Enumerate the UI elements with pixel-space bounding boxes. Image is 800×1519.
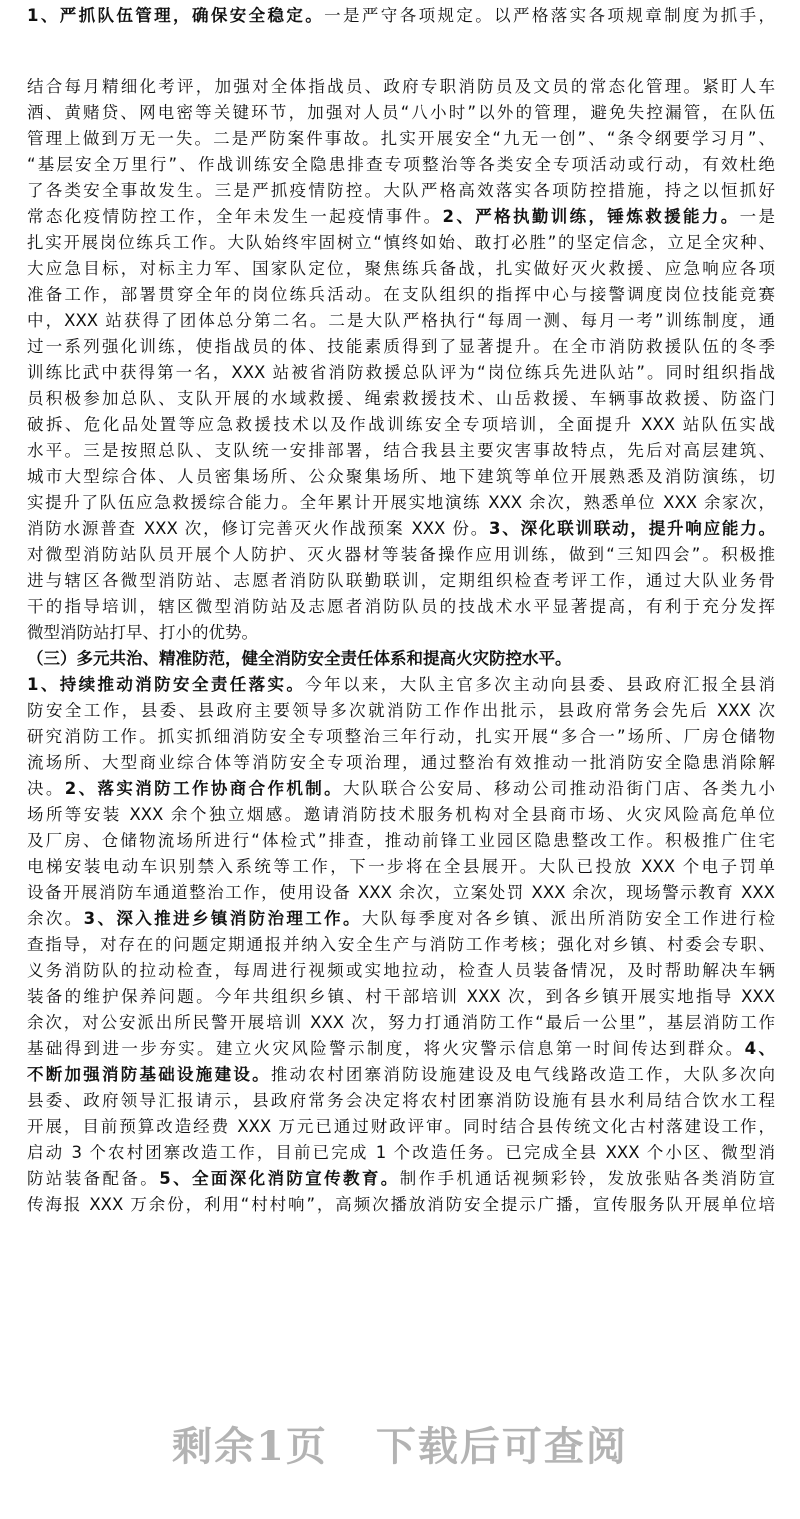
text-run: 开展，目前预算改造经费 XXX 万元已通过财政评审。同时结合县传统文化古村落建设工作， xyxy=(27,1117,775,1136)
text-line xyxy=(27,750,775,776)
text-line xyxy=(27,542,775,568)
text-run: 消防水源普查 XXX 次，修订完善灭火作战预案 XXX 份。 xyxy=(27,519,490,538)
text-run: 城市大型综合体、人员密集场所、公众聚集场所、地下建筑等单位开展熟悉及消防演练，切 xyxy=(27,467,775,486)
text-line xyxy=(27,1166,775,1192)
text-run: 水平。三是按照总队、支队统一安排部署，结合我县主要灾害事故特点，先后对高层建筑、 xyxy=(27,441,775,460)
text-line xyxy=(27,620,775,646)
text-line xyxy=(27,958,775,984)
text-line xyxy=(27,984,775,1010)
text-line xyxy=(27,464,775,490)
text-run: “基层安全万里行”、作战训练安全隐患排查专项整治等各类安全专项活动或行动，有效杜绝 xyxy=(27,155,775,174)
text-run: 对微型消防站队员开展个人防护、灭火器材等装备操作应用训练，做到“三知四会”。积极推 xyxy=(27,545,775,564)
text-run: 防站装备配备。 xyxy=(27,1169,160,1188)
text-line xyxy=(27,516,775,542)
text-run: 推动农村团寨消防设施建设及电气线路改造工作，大队多次向 xyxy=(270,1065,775,1084)
text-run: 训练比武中获得第一名，XXX 站被省消防救援总队评为“岗位练兵先进队站”。同时组织指战 xyxy=(27,363,775,382)
text-run: 一是 xyxy=(739,207,775,226)
text-run: 了各类安全事故发生。三是严抓疫情防控。大队严格高效落实各项防控措施，持之以恒抓好 xyxy=(27,181,775,200)
text-line xyxy=(27,282,775,308)
text-run: 义务消防队的拉动检查，每周进行视频或实地拉动，检查人员装备情况，及时帮助解决车辆 xyxy=(27,961,775,980)
text-line xyxy=(27,802,775,828)
text-line xyxy=(27,906,775,932)
text-run: 余次。 xyxy=(27,909,84,928)
text-line xyxy=(27,152,775,178)
text-line xyxy=(27,646,775,672)
text-run: 电梯安装电动车识别禁入系统等工作，下一步将在全县展开。大队已投放 XXX 个电子罚单 xyxy=(27,857,775,876)
text-run: 大队每季度对各乡镇、派出所消防安全工作进行检 xyxy=(361,909,775,928)
text-line xyxy=(27,1010,775,1036)
text-run: 设备开展消防车通道整治工作，使用设备 XXX 余次，立案处罚 XXX 余次，现场警示教育 XXX xyxy=(27,883,775,902)
text-line xyxy=(27,412,775,438)
text-run: 及厂房、仓储物流场所进行“体检式”排查，推动前锋工业园区隐患整改工作。积极推广住宅 xyxy=(27,831,775,850)
remaining-pages-text: 剩余1页 xyxy=(172,1423,328,1470)
text-line xyxy=(27,204,775,230)
text-line xyxy=(27,1192,775,1218)
text-run: 微型消防站打早、打小的优势。 xyxy=(27,623,258,642)
text-run: 余次，对公安派出所民警开展培训 XXX 次，努力打通消防工作“最后一公里”，基层消防工作 xyxy=(27,1013,775,1032)
document-body xyxy=(27,0,775,1218)
bold-heading-run: 2、落实消防工作协商合作机制。 xyxy=(64,779,344,798)
text-run: 传海报 XXX 万余份，利用“村村响”，高频次播放消防安全提示广播，宣传服务队开展单位培 xyxy=(27,1195,775,1214)
text-run: 装备的维护保养问题。今年共组织乡镇、村干部培训 XXX 次，到各乡镇开展实地指导 XXX xyxy=(27,987,775,1006)
bold-heading-run: 3、深化联训联动，提升响应能力。 xyxy=(489,519,775,538)
bold-heading-run: 1、严抓队伍管理，确保安全稳定。 xyxy=(27,6,325,25)
bold-heading-run: 5、全面深化消防宣传教育。 xyxy=(159,1169,400,1188)
text-run: 结合每月精细化考评，加强对全体指战员、政府专职消防员及文员的常态化管理。紧盯人车 xyxy=(27,77,775,96)
text-run: 查指导，对存在的问题定期通报并纳入安全生产与消防工作考核；强化对乡镇、村委会专职、 xyxy=(27,935,775,954)
text-run: 干的指导培训，辖区微型消防站及志愿者消防队员的技战术水平显著提高，有利于充分发挥 xyxy=(27,597,775,616)
text-run: 中，XXX 站获得了团体总分第二名。二是大队严格执行“每周一测、每月一考”训练制度，通 xyxy=(27,311,775,330)
text-line xyxy=(27,828,775,854)
bold-heading-run: 3、深入推进乡镇消防治理工作。 xyxy=(83,909,362,928)
text-run: 酒、黄赌贷、网电密等关键环节，加强对人员“八小时”以外的管理，避免失控漏管，在队伍 xyxy=(27,103,775,122)
text-run: 决。 xyxy=(27,779,65,798)
text-run: 大应急目标，对标主力军、国家队定位，聚焦练兵备战，扎实做好灭火救援、应急响应各项 xyxy=(27,259,775,278)
text-run: 场所等安装 XXX 余个独立烟感。邀请消防技术服务机构对全县商市场、火灾风险高危单位 xyxy=(27,805,775,824)
text-run: 过一系列强化训练，使指战员的体、技能素质得到了显著提升。在全市消防救援队伍的冬季 xyxy=(27,337,775,356)
text-run: 破拆、危化品处置等应急救援技术以及作战训练安全专项培训，全面提升 XXX 站队伍实战 xyxy=(27,415,775,434)
text-line xyxy=(27,880,775,906)
text-line xyxy=(27,74,775,100)
text-line xyxy=(27,490,775,516)
text-run: 员积极参加总队、支队开展的水域救援、绳索救援技术、山岳救援、车辆事故救援、防盗门 xyxy=(27,389,775,408)
text-line xyxy=(27,698,775,724)
text-run: 管理上做到万无一失。二是严防案件事故。扎实开展安全“九无一创”、“条令纲要学习月”、 xyxy=(27,129,775,148)
remaining-pages-banner xyxy=(0,1415,800,1472)
text-line xyxy=(27,724,775,750)
text-run: 准备工作，部署贯穿全年的岗位练兵活动。在支队组织的指挥中心与接警调度岗位技能竞赛 xyxy=(27,285,775,304)
text-line xyxy=(27,594,775,620)
text-line xyxy=(27,672,775,698)
text-line xyxy=(27,308,775,334)
bold-heading-run: 4、 xyxy=(744,1039,775,1058)
text-line xyxy=(27,3,775,29)
text-line xyxy=(27,126,775,152)
bold-heading-run: 2、严格执勤训练，锤炼救援能力。 xyxy=(442,207,740,226)
text-run: 研究消防工作。抓实抓细消防安全专项整治三年行动，扎实开展“多合一”场所、厂房仓储物 xyxy=(27,727,775,746)
bold-heading-run: 不断加强消防基础设施建设。 xyxy=(27,1065,271,1084)
text-line xyxy=(27,386,775,412)
text-line xyxy=(27,256,775,282)
text-line xyxy=(27,230,775,256)
text-line xyxy=(27,854,775,880)
bold-heading-run: （三）多元共治、精准防范，健全消防安全责任体系和提高火灾防控水平。 xyxy=(27,649,572,668)
text-run: 大队联合公安局、移动公司推动沿街门店、各类九小 xyxy=(343,779,775,798)
text-line xyxy=(27,1114,775,1140)
text-run: 防安全工作，县委、县政府主要领导多次就消防工作作出批示，县政府常务会先后 XXX 次 xyxy=(27,701,775,720)
text-line xyxy=(27,568,775,594)
text-line xyxy=(27,100,775,126)
text-line xyxy=(27,932,775,958)
text-line xyxy=(27,1140,775,1166)
text-line xyxy=(27,1036,775,1062)
text-line xyxy=(27,438,775,464)
text-line xyxy=(27,776,775,802)
text-run: 制作手机通话视频彩铃，发放张贴各类消防宣 xyxy=(399,1169,775,1188)
text-run: 常态化疫情防控工作，全年未发生一起疫情事件。 xyxy=(27,207,443,226)
text-line xyxy=(27,334,775,360)
text-line xyxy=(27,1062,775,1088)
text-run: 实提升了队伍应急救援综合能力。全年累计开展实地演练 XXX 余次，熟悉单位 XXX 余家次， xyxy=(27,493,775,512)
text-run: 一是严守各项规定。以严格落实各项规章制度为抓手， xyxy=(324,6,775,25)
download-hint-text: 下载后可查阅 xyxy=(375,1423,628,1470)
text-line xyxy=(27,1088,775,1114)
text-run: 启动 3 个农村团寨改造工作，目前已完成 1 个改造任务。已完成全县 XXX 个小区、微型消 xyxy=(27,1143,775,1162)
text-run: 流场所、大型商业综合体等消防安全专项治理，通过整治有效推动一批消防安全隐患消除解 xyxy=(27,753,775,772)
text-run: 进与辖区各微型消防站、志愿者消防队联勤联训，定期组织检查考评工作，通过大队业务骨 xyxy=(27,571,775,590)
text-run: 今年以来，大队主官多次主动向县委、县政府汇报全县消 xyxy=(305,675,775,694)
text-run: 基础得到进一步夯实。建立火灾风险警示制度，将火灾警示信息第一时间传达到群众。 xyxy=(27,1039,745,1058)
text-run: 县委、政府领导汇报请示，县政府常务会决定将农村团寨消防设施有县水利局结合饮水工程 xyxy=(27,1091,775,1110)
bold-heading-run: 1、持续推动消防安全责任落实。 xyxy=(27,675,306,694)
text-line xyxy=(27,178,775,204)
text-run: 扎实开展岗位练兵工作。大队始终牢固树立“慎终如始、敢打必胜”的坚定信念，立足全灾种、 xyxy=(27,233,775,252)
text-line xyxy=(27,360,775,386)
